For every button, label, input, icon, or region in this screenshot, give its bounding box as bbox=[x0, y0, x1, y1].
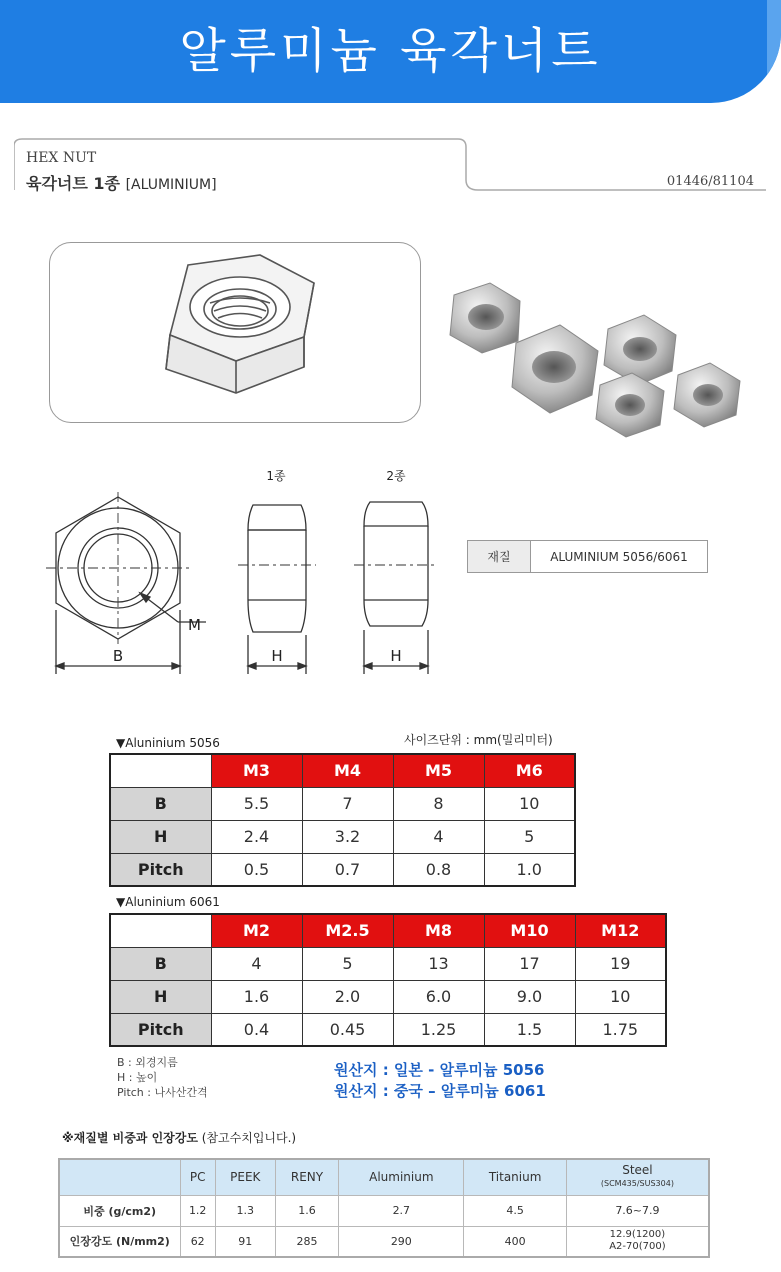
material-value: ALUMINIUM 5056/6061 bbox=[550, 549, 688, 564]
row-header: H bbox=[110, 980, 211, 1013]
table-cell: 1.25 bbox=[393, 1013, 484, 1046]
table-cell: 0.5 bbox=[211, 853, 302, 886]
label-h-type2: H bbox=[390, 647, 402, 665]
header-title-en: HEX NUT bbox=[26, 150, 97, 166]
row-header: H bbox=[110, 820, 211, 853]
dimension-legend bbox=[117, 1055, 208, 1100]
row-header: B bbox=[110, 947, 211, 980]
table-cell: 0.7 bbox=[302, 853, 393, 886]
size-header: M5 bbox=[393, 754, 484, 787]
label-type2: 2종 bbox=[386, 469, 406, 483]
table-cell: 0.8 bbox=[393, 853, 484, 886]
size-header: M2 bbox=[211, 914, 302, 947]
label-b: B bbox=[112, 647, 124, 665]
steel-value: 12.9(1200) bbox=[609, 1229, 666, 1241]
size-header: M2.5 bbox=[302, 914, 393, 947]
table-row bbox=[110, 947, 666, 980]
table-cell: 2.0 bbox=[302, 980, 393, 1013]
table-cell: 5.5 bbox=[211, 787, 302, 820]
legend-item: H : 높이 bbox=[117, 1071, 158, 1084]
table1-caption: ▼Aluninium 5056 bbox=[116, 736, 220, 750]
table-cell: 4 bbox=[393, 820, 484, 853]
unit-note: 사이즈단위 : mm(밀리미터) bbox=[404, 733, 553, 747]
table-cell: 1.3 bbox=[215, 1195, 275, 1226]
header-title-ko-main: 육각너트 1종 bbox=[26, 174, 120, 193]
column-header: Titanium bbox=[464, 1159, 567, 1195]
steel-value: A2-70(700) bbox=[609, 1241, 666, 1253]
table-row bbox=[59, 1159, 709, 1195]
table-cell: 62 bbox=[180, 1226, 215, 1257]
table-cell: 0.45 bbox=[302, 1013, 393, 1046]
column-header: Aluminium bbox=[339, 1159, 464, 1195]
table-row bbox=[110, 980, 666, 1013]
table-cell: 5 bbox=[484, 820, 575, 853]
table-cell: 9.0 bbox=[484, 980, 575, 1013]
table-cell: 4 bbox=[211, 947, 302, 980]
table-cell: 3.2 bbox=[302, 820, 393, 853]
column-header: PEEK bbox=[215, 1159, 275, 1195]
size-header: M8 bbox=[393, 914, 484, 947]
hex-nut-drawing-box bbox=[49, 242, 421, 423]
header-title-sub: [ALUMINIUM] bbox=[125, 177, 217, 193]
label-type1: 1종 bbox=[266, 469, 286, 483]
column-header: RENY bbox=[275, 1159, 339, 1195]
origin-line: 원산지 : 중국 – 알루미늄 6061 bbox=[334, 1082, 546, 1100]
table-cell: 2.4 bbox=[211, 820, 302, 853]
table-cell: 91 bbox=[215, 1226, 275, 1257]
size-header: M10 bbox=[484, 914, 575, 947]
table-cell: 1.0 bbox=[484, 853, 575, 886]
table-cell: 13 bbox=[393, 947, 484, 980]
table-row bbox=[110, 754, 575, 787]
row-header: 비중 (g/cm2) bbox=[59, 1195, 180, 1226]
row-header: 인장강도 (N/mm2) bbox=[59, 1226, 180, 1257]
table-cell: 290 bbox=[339, 1226, 464, 1257]
table-cell: 5 bbox=[302, 947, 393, 980]
table-cell: 17 bbox=[484, 947, 575, 980]
table2-caption: ▼Aluninium 6061 bbox=[116, 895, 220, 909]
table-cell: 6.0 bbox=[393, 980, 484, 1013]
origin-note bbox=[334, 1060, 546, 1102]
table-cell-steel bbox=[566, 1226, 709, 1257]
legend-item: Pitch : 나사산간격 bbox=[117, 1086, 208, 1099]
size-header: M6 bbox=[484, 754, 575, 787]
size-header: M12 bbox=[575, 914, 666, 947]
technical-drawing bbox=[40, 460, 460, 685]
banner-title: 알루미늄 육각너트 bbox=[179, 23, 602, 79]
table-cell: 1.6 bbox=[275, 1195, 339, 1226]
table-row bbox=[59, 1195, 709, 1226]
table-row bbox=[110, 820, 575, 853]
row-header: B bbox=[110, 787, 211, 820]
property-title-note: (참고수치입니다.) bbox=[197, 1131, 297, 1145]
size-header: M4 bbox=[302, 754, 393, 787]
material-property-table bbox=[58, 1158, 710, 1258]
table-corner bbox=[110, 914, 211, 947]
table-cell: 1.5 bbox=[484, 1013, 575, 1046]
table-row bbox=[59, 1226, 709, 1257]
legend-item: B : 외경지름 bbox=[117, 1056, 178, 1069]
product-code: 01446/81104 bbox=[666, 174, 754, 189]
table-cell: 1.6 bbox=[211, 980, 302, 1013]
column-header-steel bbox=[566, 1159, 709, 1195]
table-cell: 400 bbox=[464, 1226, 567, 1257]
size-header: M3 bbox=[211, 754, 302, 787]
table-cell: 1.2 bbox=[180, 1195, 215, 1226]
column-header: PC bbox=[180, 1159, 215, 1195]
table-row bbox=[110, 787, 575, 820]
table-cell: 19 bbox=[575, 947, 666, 980]
table-row bbox=[110, 853, 575, 886]
table-cell: 7.6~7.9 bbox=[566, 1195, 709, 1226]
table-row bbox=[110, 1013, 666, 1046]
table-cell: 1.75 bbox=[575, 1013, 666, 1046]
table-corner bbox=[59, 1159, 180, 1195]
hex-nut-drawing bbox=[50, 243, 422, 424]
steel-label: Steel bbox=[622, 1163, 653, 1178]
property-title bbox=[62, 1129, 296, 1146]
table-cell: 7 bbox=[302, 787, 393, 820]
header-title-ko bbox=[26, 171, 217, 194]
table-row bbox=[110, 914, 666, 947]
label-h-type1: H bbox=[271, 647, 283, 665]
table-corner bbox=[110, 754, 211, 787]
label-m: M bbox=[188, 616, 201, 634]
title-banner bbox=[0, 0, 781, 103]
table-cell: 285 bbox=[275, 1226, 339, 1257]
row-header: Pitch bbox=[110, 853, 211, 886]
table-cell: 0.4 bbox=[211, 1013, 302, 1046]
spec-table-6061 bbox=[109, 913, 667, 1047]
steel-sub-label: (SCM435/SUS304) bbox=[600, 1179, 674, 1189]
origin-line: 원산지 : 일본 - 알루미늄 5056 bbox=[334, 1061, 545, 1079]
table-cell: 8 bbox=[393, 787, 484, 820]
aluminium-nut-photo bbox=[432, 255, 762, 450]
table-cell: 4.5 bbox=[464, 1195, 567, 1226]
material-label: 재질 bbox=[468, 541, 531, 572]
row-header: Pitch bbox=[110, 1013, 211, 1046]
material-box bbox=[467, 540, 708, 573]
table-cell: 2.7 bbox=[339, 1195, 464, 1226]
spec-table-5056 bbox=[109, 753, 576, 887]
property-title-bold: ※재질별 비중과 인장강도 bbox=[62, 1131, 198, 1145]
table-cell: 10 bbox=[484, 787, 575, 820]
table-cell: 10 bbox=[575, 980, 666, 1013]
